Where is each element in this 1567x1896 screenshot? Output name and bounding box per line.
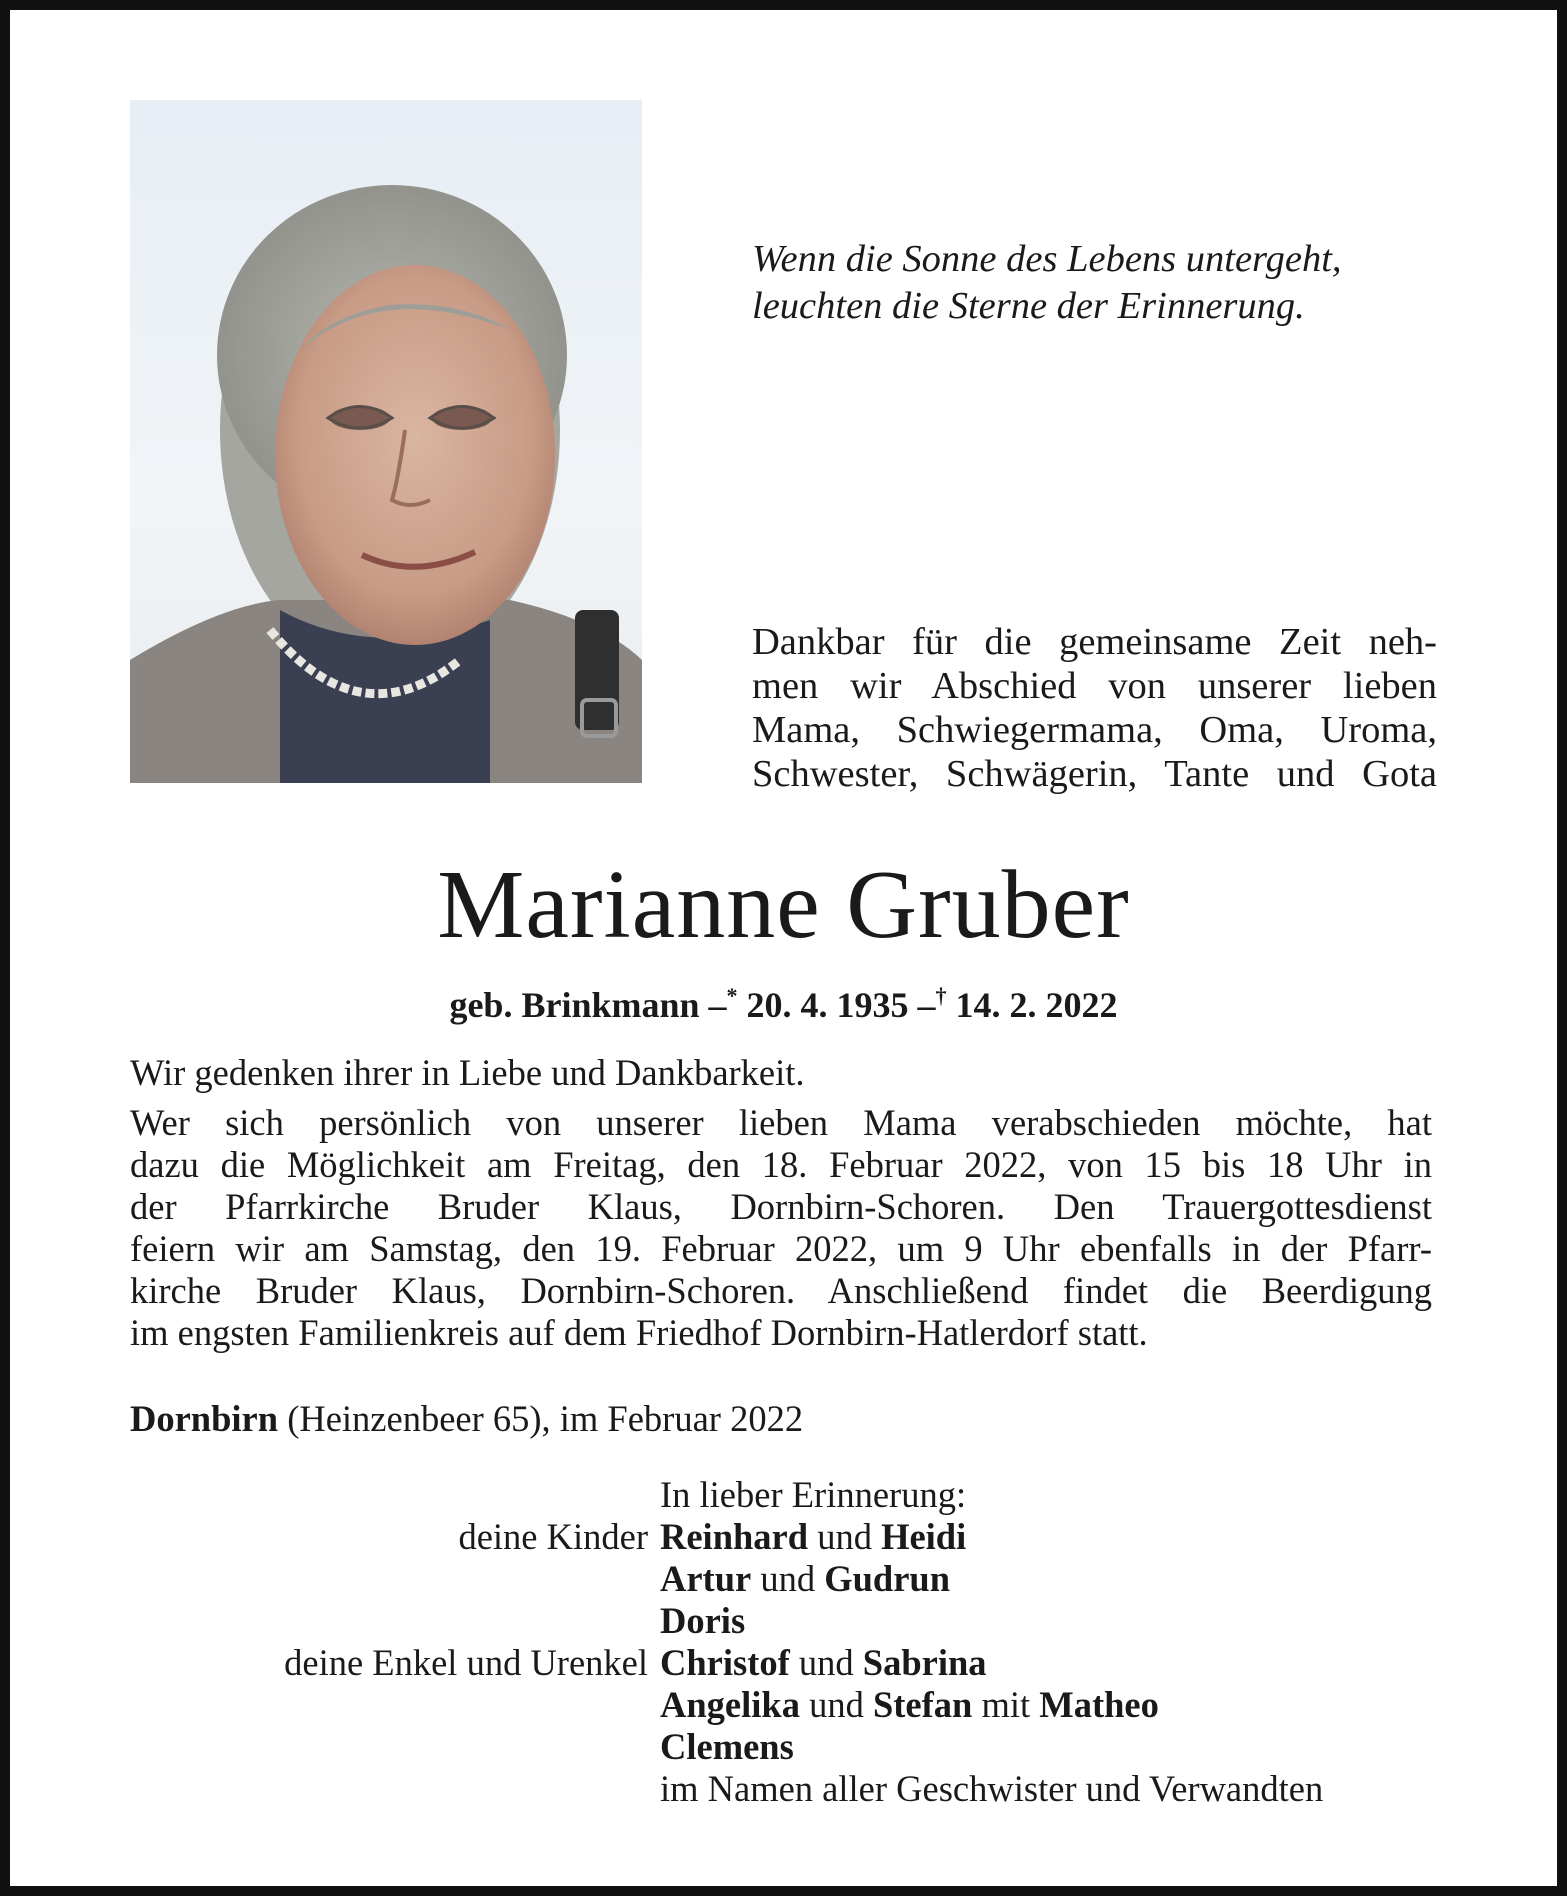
separator: – — [708, 985, 727, 1025]
farewell-line: Mama, Schwiegermama, Oma, Uroma, — [752, 709, 1437, 751]
quote-line: leuchten die Sterne der Erinnerung. — [752, 285, 1305, 327]
conjunction: und — [760, 1558, 816, 1599]
details-line: kirche Bruder Klaus, Dornbirn-Schoren. Anschließend findet die Beerdigung — [130, 1270, 1432, 1311]
list-item — [130, 1642, 1440, 1684]
remembrance-sentence: Wir gedenken ihrer in Liebe und Dankbarkeit. — [130, 1052, 805, 1093]
list-item — [130, 1600, 1440, 1642]
birth-symbol: * — [726, 983, 738, 1008]
list-item — [130, 1684, 1440, 1726]
mourner-name: Clemens — [660, 1726, 794, 1767]
separator: – — [917, 985, 936, 1025]
lifespan-line — [10, 974, 1557, 1027]
birth-date: 20. 4. 1935 — [746, 985, 909, 1025]
death-date: 14. 2. 2022 — [955, 985, 1118, 1025]
grandchildren-label: deine Enkel und Urenkel — [284, 1642, 648, 1683]
mourner-name: Stefan — [872, 1684, 973, 1725]
list-item — [130, 1726, 1440, 1768]
farewell-paragraph — [752, 620, 1437, 796]
farewell-line: Schwester, Schwägerin, Tante und Gota — [752, 753, 1437, 795]
mourners-list — [130, 1474, 1440, 1810]
mourner-name: Christof — [660, 1642, 790, 1683]
details-line: dazu die Möglichkeit am Freitag, den 18. Februar 2022, von 15 bis 18 Uhr in — [130, 1144, 1432, 1185]
death-symbol: † — [935, 983, 947, 1008]
mourner-name: Sabrina — [862, 1642, 987, 1683]
list-item — [130, 1558, 1440, 1600]
funeral-details — [130, 1052, 1432, 1354]
quote-line: Wenn die Sonne des Lebens untergeht, — [752, 238, 1342, 280]
city: Dornbirn — [130, 1398, 279, 1439]
memorial-quote — [752, 236, 1452, 330]
deceased-name: Marianne Gruber — [437, 851, 1130, 959]
farewell-line: Dankbar für die gemeinsame Zeit neh- — [752, 621, 1437, 663]
mourner-name: Angelika — [660, 1684, 800, 1725]
details-line: Wer sich persönlich von unserer lieben Mama verabschieden möchte, hat — [130, 1102, 1432, 1143]
conjunction: und — [798, 1642, 854, 1683]
birth-name: geb. Brinkmann — [449, 985, 700, 1025]
address-date: (Heinzenbeer 65), im Februar 2022 — [287, 1398, 804, 1439]
conjunction: und — [817, 1516, 872, 1557]
mourner-name: Doris — [660, 1600, 746, 1641]
place-date-line — [130, 1398, 1030, 1440]
portrait-photo — [130, 100, 642, 783]
details-line: im engsten Familienkreis auf dem Friedhof Dornbirn-Hatlerdorf statt. — [130, 1312, 1148, 1353]
farewell-line: men wir Abschied von unserer lieben — [752, 665, 1437, 707]
conjunction: und — [809, 1684, 864, 1725]
mourner-name: Heidi — [881, 1516, 967, 1557]
details-line: feiern wir am Samstag, den 19. Februar 2022, um 9 Uhr ebenfalls in der Pfarr- — [130, 1228, 1432, 1269]
conjunction: mit — [981, 1684, 1031, 1725]
list-item — [130, 1516, 1440, 1558]
signoff-intro: In lieber Erinnerung: — [660, 1474, 967, 1515]
mourner-name: Reinhard — [660, 1516, 809, 1557]
mourner-name: Matheo — [1039, 1684, 1159, 1725]
mourner-name: Artur — [660, 1558, 752, 1599]
signoff-closing: im Namen aller Geschwister und Verwandten — [660, 1768, 1324, 1809]
portrait-image — [130, 100, 642, 783]
children-label: deine Kinder — [458, 1516, 648, 1557]
mourner-name: Gudrun — [824, 1558, 951, 1599]
details-line: der Pfarrkirche Bruder Klaus, Dornbirn-Schoren. Den Trauergottesdienst — [130, 1186, 1432, 1227]
